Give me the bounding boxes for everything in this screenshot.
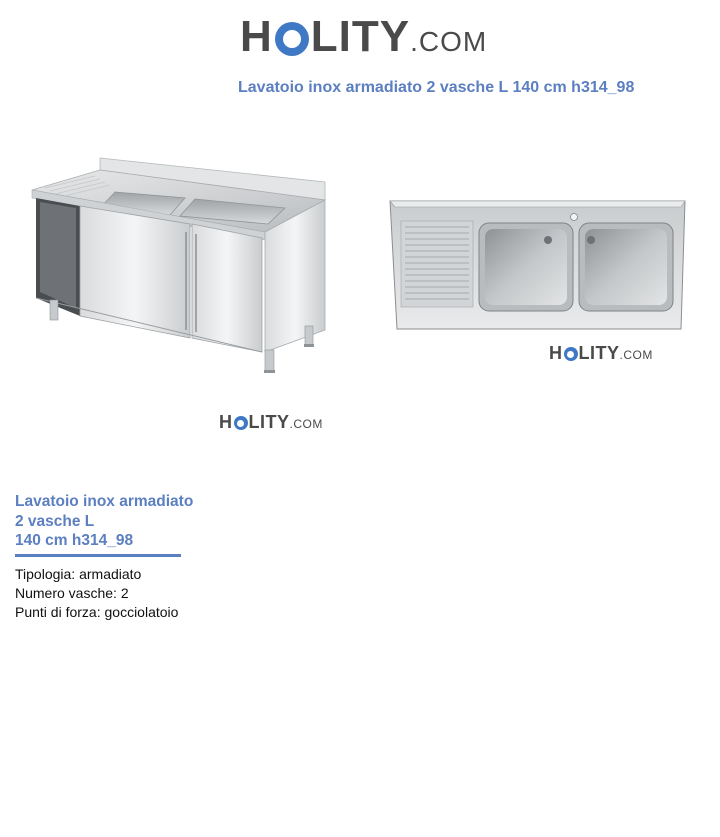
title-underline [15, 554, 181, 557]
spec-value: gocciolatoio [104, 604, 179, 620]
logo-ring-icon [275, 22, 309, 56]
logo-text-post: LITY [310, 12, 411, 61]
logo-text-post: LITY [578, 343, 620, 363]
product-title [15, 492, 245, 551]
product-image-cabinet [0, 120, 345, 460]
spec-row: Numero vasche: 2 [15, 585, 129, 601]
page-title: Lavatoio inox armadiato 2 vasche L 140 cm h314_98 [238, 79, 635, 96]
spec-value: armadiato [79, 566, 142, 582]
product-image-sink [385, 195, 690, 335]
brand-logo-small [219, 412, 323, 433]
logo-text-post: LITY [248, 412, 290, 432]
brand-logo-small [549, 343, 653, 364]
logo-text-dotcom: .COM [619, 348, 653, 362]
spec-label: Numero vasche [15, 585, 114, 601]
product-title-line: Lavatoio inox armadiato [15, 493, 194, 510]
spec-label: Punti di forza [15, 604, 97, 620]
spec-row: Punti di forza: gocciolatoio [15, 604, 179, 620]
logo-text-pre: H [549, 343, 563, 363]
logo-text-dotcom: .COM [410, 26, 488, 57]
spec-label: Tipologia [15, 566, 72, 582]
product-title-line: 140 cm h314_98 [15, 532, 134, 549]
logo-text-dotcom: .COM [289, 417, 323, 431]
spec-value: 2 [120, 585, 129, 601]
product-specs [15, 565, 178, 622]
logo-ring-icon [234, 416, 248, 430]
spec-row: Tipologia: armadiato [15, 566, 142, 582]
logo-ring-icon [564, 347, 578, 361]
product-title-line: 2 vasche L [15, 512, 95, 530]
brand-logo[interactable] [240, 12, 487, 62]
logo-text-pre: H [219, 412, 233, 432]
logo-text-pre: H [240, 12, 273, 61]
